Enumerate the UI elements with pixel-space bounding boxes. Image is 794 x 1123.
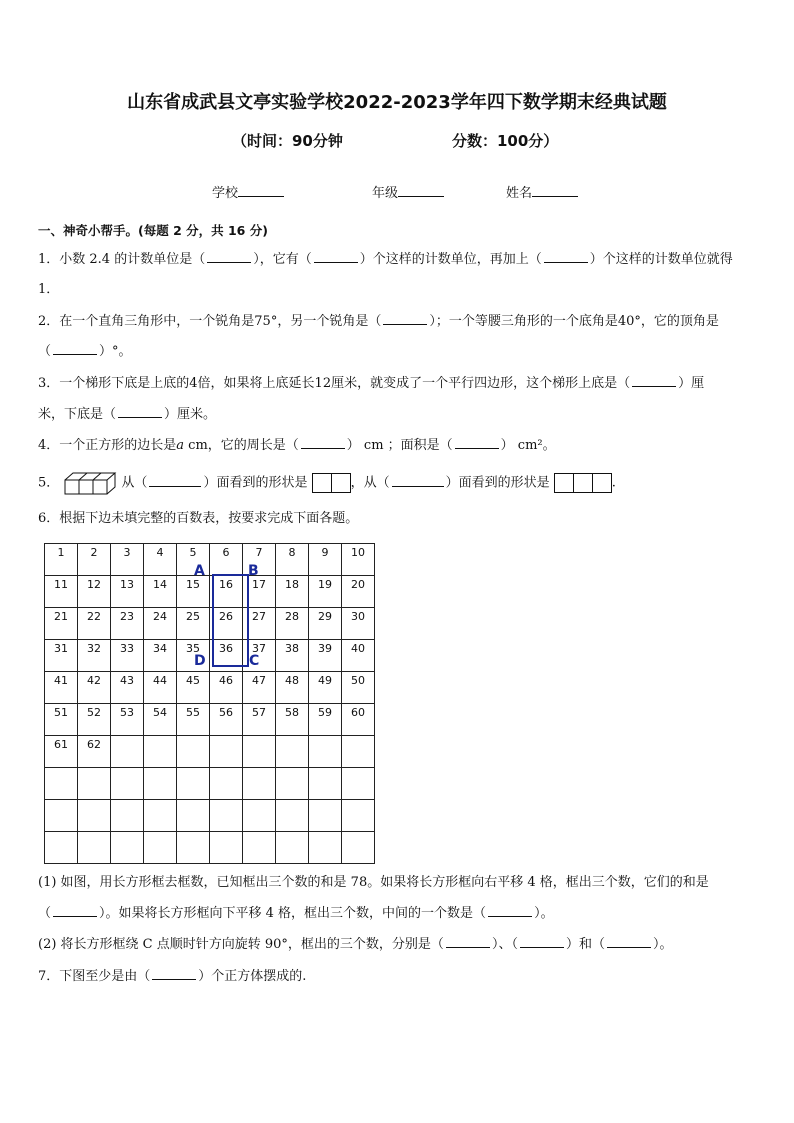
grid-cell: 55: [177, 704, 210, 736]
grid-cell: 19: [309, 576, 342, 608]
name-field[interactable]: 姓名: [506, 182, 578, 201]
answer-blank[interactable]: [207, 250, 251, 263]
grid-cell[interactable]: [276, 832, 309, 864]
grid-cell: 3: [111, 544, 144, 576]
grid-cell[interactable]: [45, 832, 78, 864]
grid-row: [45, 704, 375, 736]
grid-cell[interactable]: [342, 736, 375, 768]
grid-cell: 38: [276, 640, 309, 672]
grid-cell: 40: [342, 640, 375, 672]
answer-blank[interactable]: [455, 436, 499, 449]
corner-d-label: D: [194, 653, 206, 669]
grid-cell: 37: [243, 640, 276, 672]
page-title: 山东省成武县文亭实验学校2022-2023学年四下数学期末经典试题: [127, 92, 667, 113]
question-3: 3．一个梯形下底是上底的4倍，如果将上底延长12厘米，就变成了一个平行四边形，这个梯形上底是（ ）厘: [38, 376, 705, 391]
grid-cell: 26: [210, 608, 243, 640]
grid-cell: 9: [309, 544, 342, 576]
grid-cell: 48: [276, 672, 309, 704]
grid-cell: 60: [342, 704, 375, 736]
grid-cell[interactable]: [111, 832, 144, 864]
grid-row: [45, 608, 375, 640]
grid-row: [45, 768, 375, 800]
corner-b-label: B: [248, 563, 259, 579]
question-6-1: (1) 如图，用长方形框去框数，已知框出三个数的和是 78。如果将长方形框向右平移 4 格，框出三个数，它们的和是: [38, 875, 709, 890]
grid-cell: 16: [210, 576, 243, 608]
grid-cell[interactable]: [177, 736, 210, 768]
grid-cell: 13: [111, 576, 144, 608]
grid-cell[interactable]: [342, 832, 375, 864]
grid-row: [45, 800, 375, 832]
grid-cell[interactable]: [78, 832, 111, 864]
grid-cell[interactable]: [144, 768, 177, 800]
grid-cell: 50: [342, 672, 375, 704]
grid-cell: 23: [111, 608, 144, 640]
grid-cell: 36: [210, 640, 243, 672]
answer-blank[interactable]: [488, 904, 532, 917]
grid-cell: 45: [177, 672, 210, 704]
grid-cell: 58: [276, 704, 309, 736]
grid-cell[interactable]: [342, 800, 375, 832]
grid-cell: 24: [144, 608, 177, 640]
grid-cell: 31: [45, 640, 78, 672]
section-heading: 一、神奇小帮手。(每题 2 分，共 16 分): [38, 223, 268, 238]
grid-cell[interactable]: [111, 768, 144, 800]
grid-cell: 47: [243, 672, 276, 704]
grid-cell[interactable]: [111, 800, 144, 832]
grid-cell[interactable]: [309, 768, 342, 800]
grid-cell: 52: [78, 704, 111, 736]
grid-row: [45, 640, 375, 672]
grid-cell[interactable]: [243, 832, 276, 864]
grid-cell: 30: [342, 608, 375, 640]
corner-c-label: C: [249, 653, 260, 669]
grid-cell[interactable]: [276, 800, 309, 832]
grid-cell: 20: [342, 576, 375, 608]
grid-cell: 53: [111, 704, 144, 736]
answer-blank[interactable]: [520, 935, 564, 948]
grid-cell[interactable]: [210, 832, 243, 864]
answer-blank[interactable]: [383, 312, 427, 325]
question-6: 6．根据下边未填完整的百数表，按要求完成下面各题。: [38, 511, 359, 526]
answer-blank[interactable]: [152, 967, 196, 980]
grid-cell[interactable]: [78, 768, 111, 800]
grid-cell[interactable]: [243, 736, 276, 768]
grid-cell: 10: [342, 544, 375, 576]
grid-cell: 34: [144, 640, 177, 672]
grid-cell: 57: [243, 704, 276, 736]
grid-cell: 49: [309, 672, 342, 704]
grid-cell[interactable]: [276, 736, 309, 768]
answer-blank[interactable]: [149, 474, 201, 487]
question-2-cont: （ ）°。: [38, 344, 132, 359]
view-shape-2: [312, 473, 351, 493]
answer-blank[interactable]: [632, 374, 676, 387]
grid-row: [45, 736, 375, 768]
grid-cell: 62: [78, 736, 111, 768]
grid-cell[interactable]: [111, 736, 144, 768]
grid-row: [45, 832, 375, 864]
question-1-cont: 1．: [38, 282, 60, 297]
answer-blank[interactable]: [607, 935, 651, 948]
question-3-cont: 米，下底是（ ）厘米。: [38, 407, 217, 422]
grid-cell: 61: [45, 736, 78, 768]
question-7: 7．下图至少是由（ ）个正方体摆成的.: [38, 969, 307, 984]
question-6-1-cont: （ ）。如果将长方形框向下平移 4 格，框出三个数，中间的一个数是（ ）。: [38, 906, 554, 921]
grid-cell[interactable]: [342, 768, 375, 800]
rectangle-frame: [212, 574, 249, 667]
grid-cell: 32: [78, 640, 111, 672]
grid-cell: 8: [276, 544, 309, 576]
grid-cell[interactable]: [309, 736, 342, 768]
time-label: （时间：90分钟: [232, 132, 343, 150]
grid-row: [45, 672, 375, 704]
question-1: 1．小数 2.4 的计数单位是（ ），它有（ ）个这样的计数单位，再加上（ ）个这样的计数单位就得: [38, 252, 733, 267]
grid-cell[interactable]: [144, 800, 177, 832]
grid-cell: 11: [45, 576, 78, 608]
score-label: 分数：100分）: [452, 132, 559, 150]
question-6-2: (2) 将长方形框绕 C 点顺时针方向旋转 90°，框出的三个数，分别是（ ）、（ ）和（ ）。: [38, 937, 673, 952]
grid-cell: 4: [144, 544, 177, 576]
cube-figure-icon: [63, 470, 121, 496]
grid-cell: 39: [309, 640, 342, 672]
grid-cell: 41: [45, 672, 78, 704]
grid-row: [45, 576, 375, 608]
answer-blank[interactable]: [301, 436, 345, 449]
grid-cell: 22: [78, 608, 111, 640]
grid-cell: 33: [111, 640, 144, 672]
grid-cell: 15: [177, 576, 210, 608]
grid-row: [45, 544, 375, 576]
grade-field[interactable]: 年级: [372, 182, 444, 201]
grid-cell[interactable]: [243, 768, 276, 800]
view-shape-3: [554, 473, 612, 493]
grid-cell[interactable]: [45, 800, 78, 832]
grid-cell[interactable]: [177, 768, 210, 800]
grid-cell[interactable]: [309, 832, 342, 864]
grid-cell[interactable]: [177, 832, 210, 864]
grid-cell: 42: [78, 672, 111, 704]
grid-cell: 51: [45, 704, 78, 736]
grid-cell[interactable]: [45, 768, 78, 800]
answer-blank[interactable]: [314, 250, 358, 263]
answer-blank[interactable]: [446, 935, 490, 948]
grid-cell: 1: [45, 544, 78, 576]
grid-cell: 27: [243, 608, 276, 640]
grid-cell: 12: [78, 576, 111, 608]
grid-cell: 14: [144, 576, 177, 608]
grid-cell[interactable]: [210, 736, 243, 768]
grid-cell: 2: [78, 544, 111, 576]
grid-cell: 6: [210, 544, 243, 576]
answer-blank[interactable]: [118, 405, 162, 418]
grid-cell[interactable]: [78, 800, 111, 832]
grid-cell: 17: [243, 576, 276, 608]
grid-cell: 18: [276, 576, 309, 608]
grid-cell: 44: [144, 672, 177, 704]
grid-cell: 59: [309, 704, 342, 736]
grid-cell[interactable]: [243, 800, 276, 832]
grid-cell: 46: [210, 672, 243, 704]
grid-cell[interactable]: [276, 768, 309, 800]
grid-cell[interactable]: [210, 800, 243, 832]
grid-cell: 29: [309, 608, 342, 640]
hundred-chart: [44, 543, 375, 864]
answer-blank[interactable]: [53, 904, 97, 917]
grid-cell: 28: [276, 608, 309, 640]
grid-cell: 56: [210, 704, 243, 736]
grid-cell[interactable]: [144, 832, 177, 864]
answer-blank[interactable]: [392, 474, 444, 487]
grid-cell[interactable]: [309, 800, 342, 832]
grid-cell[interactable]: [210, 768, 243, 800]
question-4: 4．一个正方形的边长是a cm，它的周长是（ ） cm ；面积是（ ） cm²。: [38, 438, 556, 453]
grid-cell: 25: [177, 608, 210, 640]
school-field[interactable]: 学校: [212, 182, 284, 201]
corner-a-label: A: [194, 563, 205, 579]
variable-a: a: [176, 438, 185, 453]
grid-cell: 43: [111, 672, 144, 704]
question-5: 5． 从（ ）面看到的形状是 ，从（ ）面看到的形状是 .: [38, 470, 616, 496]
grid-cell: 5: [177, 544, 210, 576]
grid-cell: 7: [243, 544, 276, 576]
answer-blank[interactable]: [544, 250, 588, 263]
question-2: 2．在一个直角三角形中，一个锐角是75°，另一个锐角是（ ）；一个等腰三角形的一个底角是40°，它的顶角是: [38, 314, 719, 329]
grid-cell[interactable]: [177, 800, 210, 832]
grid-cell: 35: [177, 640, 210, 672]
answer-blank[interactable]: [53, 342, 97, 355]
grid-cell: 21: [45, 608, 78, 640]
grid-cell[interactable]: [144, 736, 177, 768]
grid-cell: 54: [144, 704, 177, 736]
